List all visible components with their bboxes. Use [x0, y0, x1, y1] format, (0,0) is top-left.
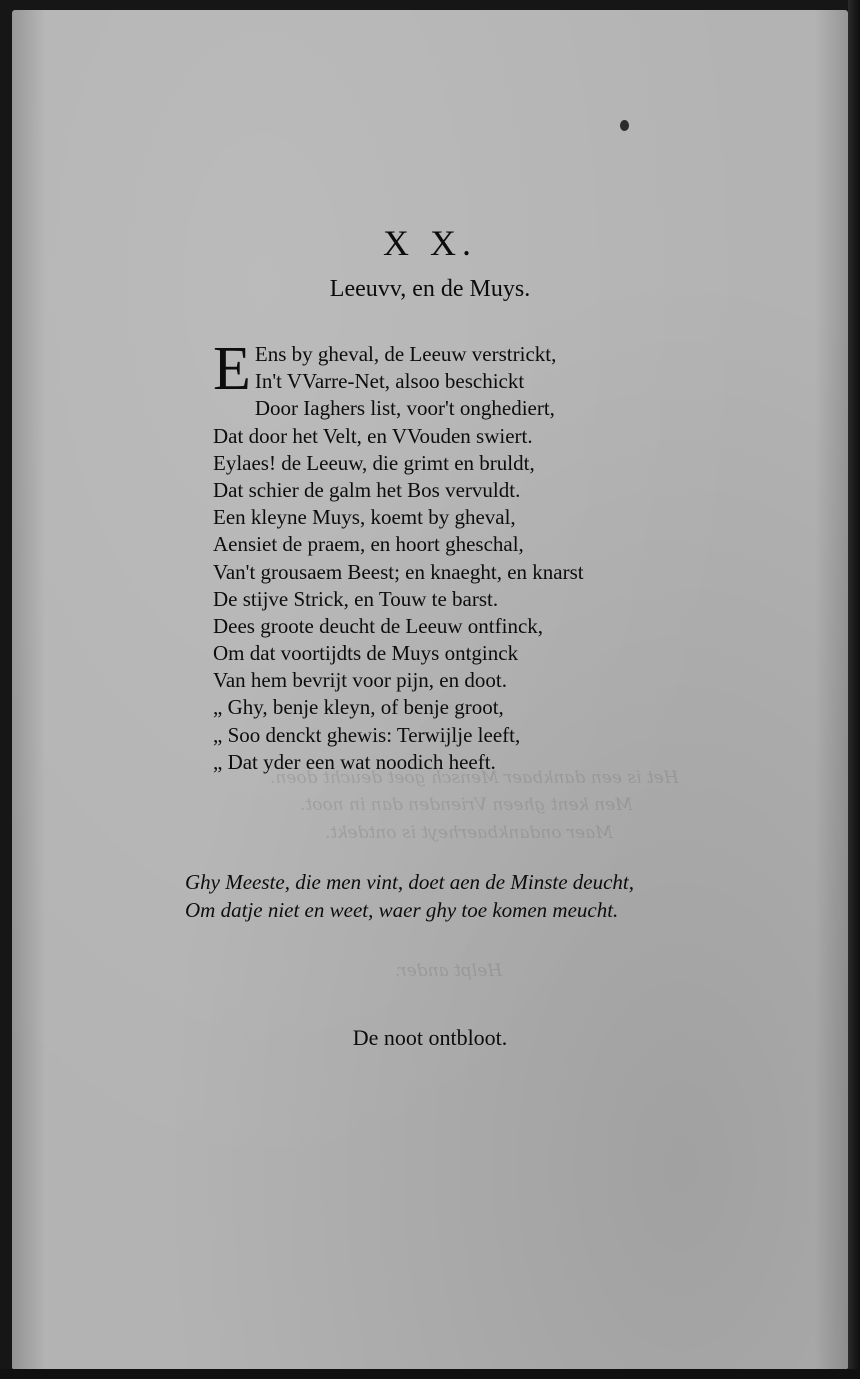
poem-line: Ens by gheval, de Leeuw verstrickt,	[254, 342, 557, 366]
show-through-text: Men kent gheen Vrienden dan in noot.	[300, 795, 633, 815]
scan-border	[0, 1369, 860, 1379]
poem-line: De stijve Strick, en Touw te barst.	[213, 586, 499, 611]
poem-line: Van't grousaem Beest; en knaeght, en knarst	[213, 559, 584, 584]
poem-line: Van hem bevrijt voor pijn, en doot.	[213, 668, 507, 693]
show-through-text: Het is een dankbaer Mensch goet deucht doen.	[270, 768, 679, 788]
show-through-text: Helpt ander.	[395, 961, 503, 981]
drop-cap: E	[213, 335, 251, 403]
poem-line: In't VVarre-Net, alsoo beschickt	[254, 369, 525, 394]
poem-line: Om dat voortijdts de Muys ontginck	[213, 641, 519, 666]
ink-blot	[620, 120, 629, 131]
moral-verse	[185, 868, 705, 924]
book-edge	[848, 0, 860, 1379]
poem-line: „ Dat yder een wat noodich heeft.	[213, 749, 496, 774]
poem-line: Dat schier de galm het Bos vervuldt.	[213, 477, 521, 502]
poem-body	[213, 335, 693, 776]
fable-number-heading: X X.	[383, 223, 477, 263]
moral-line: Ghy Meeste, die men vint, doet aen de Minste deucht,	[185, 870, 635, 894]
solution-line: De noot ontbloot.	[352, 1025, 508, 1050]
poem-line: Aensiet de praem, en hoort gheschal,	[213, 532, 524, 557]
poem-line: Dees groote deucht de Leeuw ontfinck,	[213, 613, 544, 638]
poem-line: „ Ghy, benje kleyn, of benje groot,	[213, 695, 504, 720]
moral-line: Om datje niet en weet, waer ghy toe komen meucht.	[185, 898, 619, 922]
fable-title: Leeuvv, en de Muys.	[329, 276, 531, 302]
show-through-text: Maer ondankbaerheyt is ontdekt.	[325, 823, 613, 843]
poem-line: „ Soo denckt ghewis: Terwijlje leeft,	[213, 722, 521, 747]
poem-line: Eylaes! de Leeuw, die grimt en bruldt,	[213, 450, 535, 475]
poem-line: Een kleyne Muys, koemt by gheval,	[213, 505, 516, 530]
poem-line: Dat door het Velt, en VVouden swiert.	[213, 423, 533, 448]
poem-line: Door Iaghers list, voor't onghediert,	[254, 396, 555, 421]
